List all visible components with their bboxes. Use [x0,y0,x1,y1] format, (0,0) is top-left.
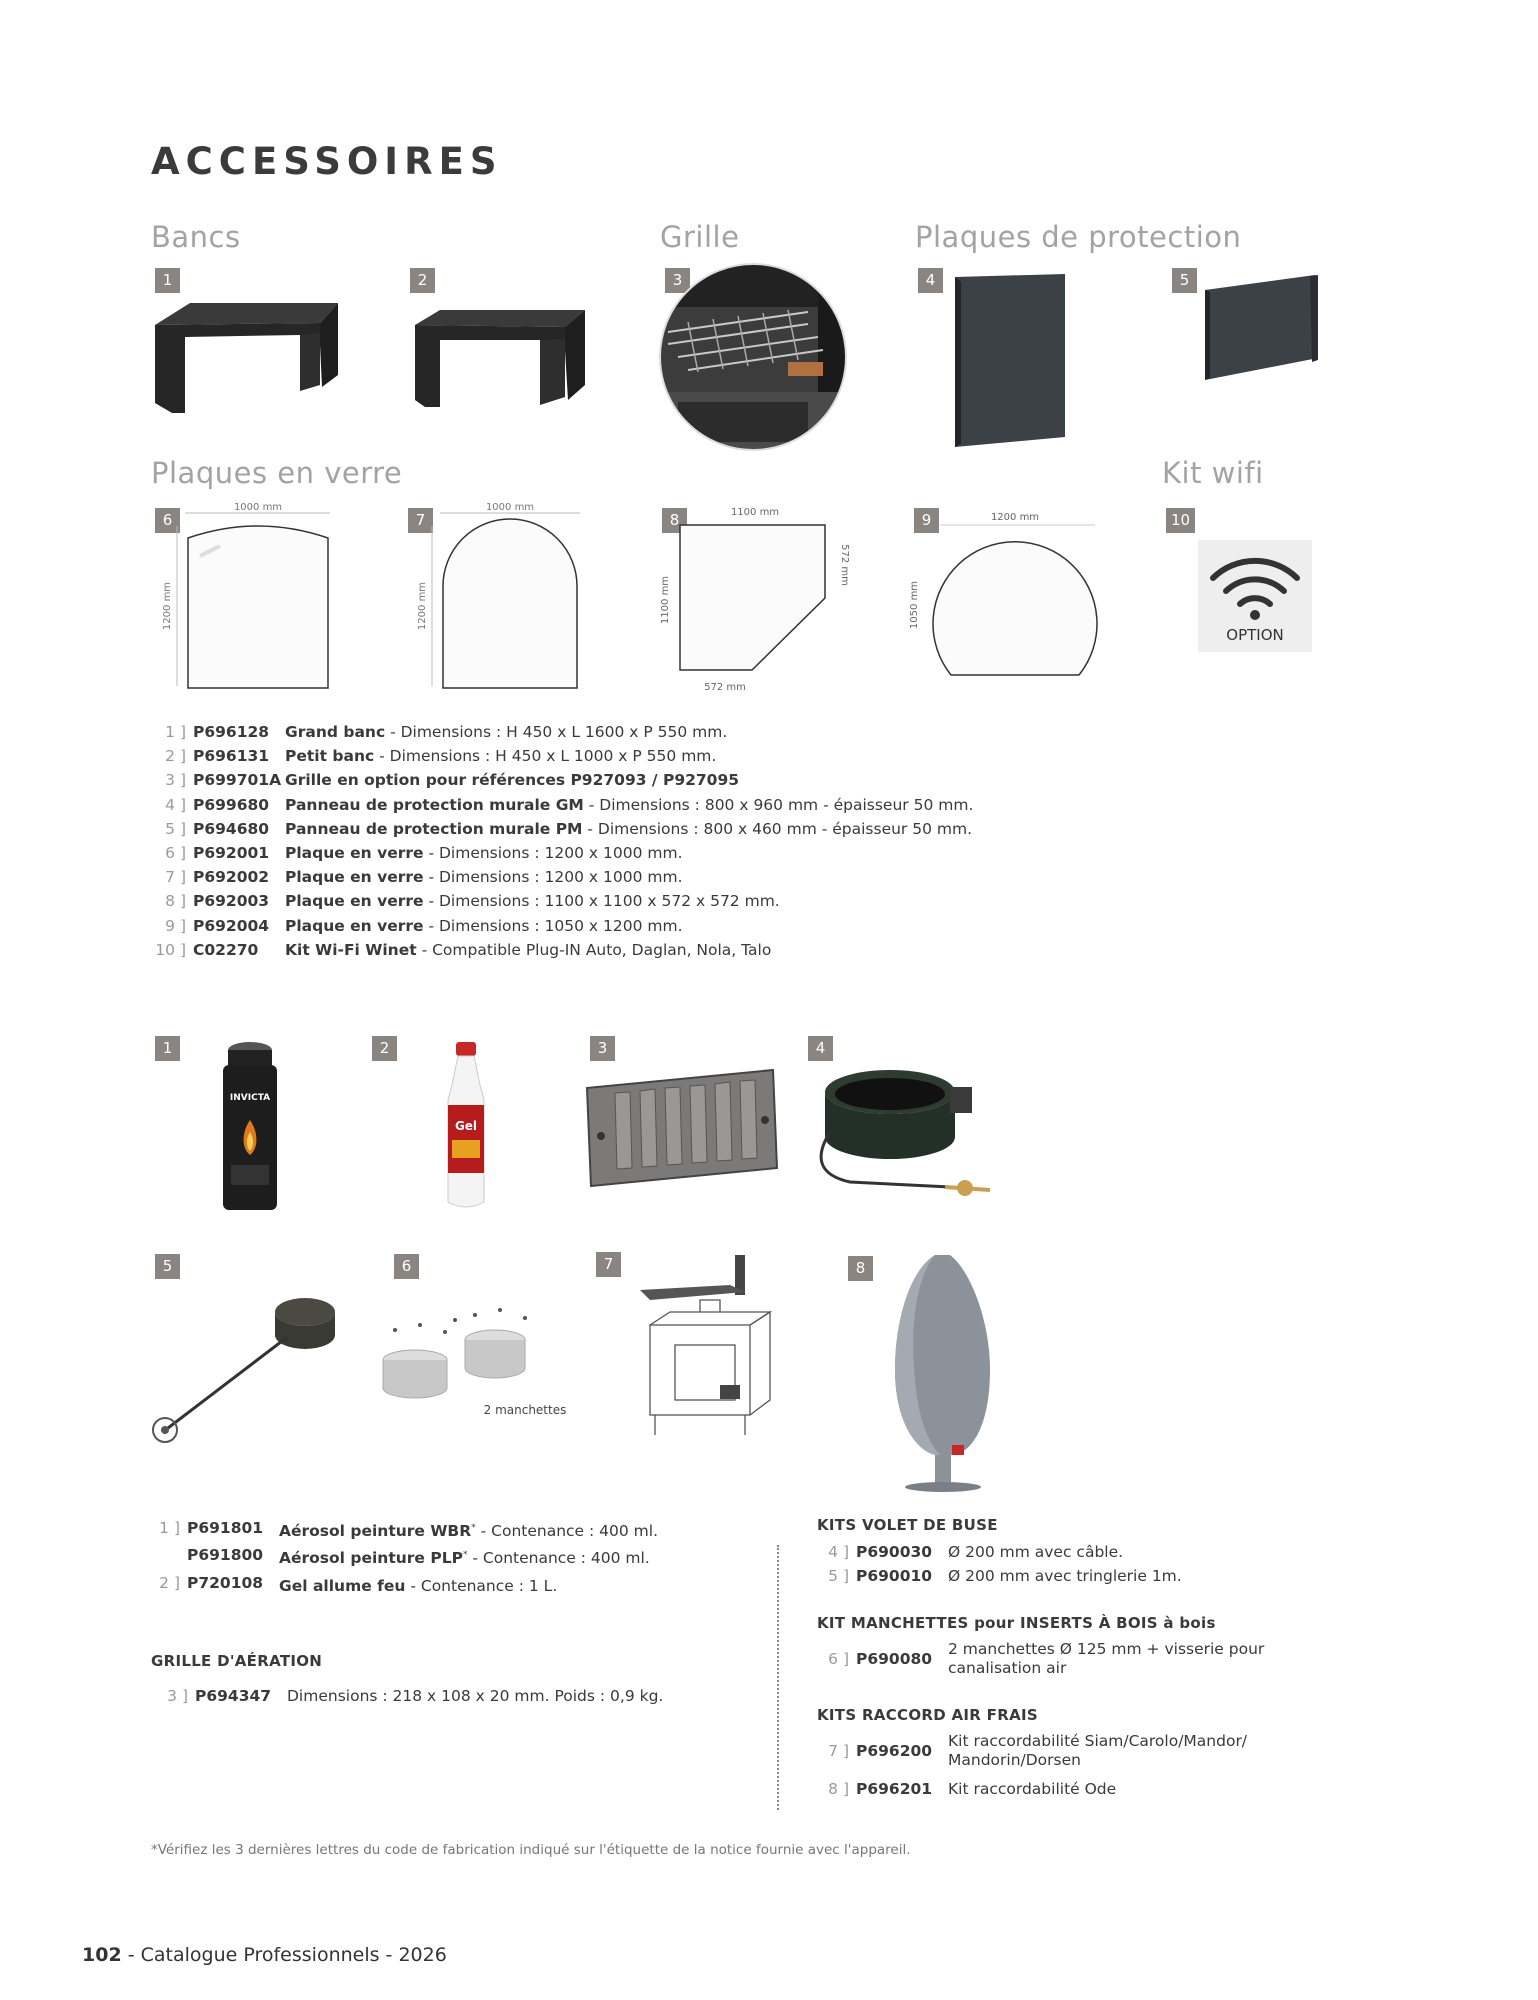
aerosol-gel-list [150,1516,658,1598]
list-item [150,720,973,744]
item-code: P691801 [187,1519,264,1537]
item-description [279,1543,650,1570]
list-item [150,889,973,913]
panneau-gm-image [945,272,1070,452]
badge-b5: 5 [155,1254,180,1279]
badge-b3: 3 [590,1036,615,1061]
list-item [817,1564,1182,1588]
item-detail: - Dimensions : H 450 x L 1000 x P 550 mm. [374,747,717,766]
kits-volet-list [817,1540,1182,1588]
item-detail: - Dimensions : H 450 x L 1600 x P 550 mm. [385,723,728,741]
item-code: C02270 [193,940,259,959]
item-number: 1 ] [159,1519,180,1537]
manchettes-image [375,1300,575,1420]
item-code: P692001 [193,844,270,863]
column-divider [777,1545,779,1810]
item-detail: - Dimensions : 1200 x 1000 mm. [423,844,683,863]
plaque-verre-9-image [905,505,1105,685]
dim-p6-w: 1000 mm [233,502,283,513]
item-detail: - Dimensions : 800 x 460 mm - épaisseur 50 mm. [582,819,973,838]
item-description [285,889,780,913]
item-description [285,841,683,865]
item-name: Grille en option pour références P927093 / P927095 [285,771,740,790]
item-name: Plaque en verre [285,892,424,911]
item-detail: - Contenance : 400 ml. [467,1549,650,1568]
volet-buse-image [810,1062,1000,1212]
list-item [150,938,973,962]
item-code: P694680 [193,819,270,838]
badge-b8: 8 [848,1256,873,1281]
dim-p9-w: 1200 mm [990,512,1040,523]
item-number [150,1543,180,1570]
item-number: 10 ] [155,940,186,959]
plaque-verre-8-image [660,500,850,695]
list-item [150,744,973,768]
item-code: P692002 [193,868,270,887]
item-detail: - Contenance : 400 ml. [475,1522,659,1541]
kits-raccord-row-7: 7 ] P696200 Kit raccordabilité Siam/Carolo/Mandor/ Mandorin/Dorsen [828,1732,1248,1769]
item-name: Grand banc [285,723,386,741]
panneau-pm-image [1200,270,1325,390]
wifi-icon [1198,540,1312,620]
kits-raccord-heading: KITS RACCORD AIR FRAIS [817,1706,1038,1724]
item-name: Kit Wi-Fi Winet [285,940,417,959]
list-item [150,865,973,889]
list-item [150,841,973,865]
item-detail: - Dimensions : 1100 x 1100 x 572 x 572 mm. [423,892,780,911]
item-detail: - Contenance : 1 L. [405,1576,558,1595]
kit-raccord-image [620,1250,780,1490]
badge-b6: 6 [394,1254,419,1279]
item-description [285,768,739,792]
list-item [150,914,973,938]
item-code: P696128 [193,723,270,741]
gel-bottle-image [428,1040,508,1215]
list-item [150,1543,658,1570]
item-description [279,1571,557,1598]
item-footnote-mark: * [462,1550,468,1561]
dim-p8-b: 572 mm [704,682,746,693]
item-description [285,865,683,889]
footer-text: - Catalogue Professionnels - 2026 [121,1944,447,1966]
item-number: 4 ] [165,795,186,814]
item-name: Panneau de protection murale GM [285,795,584,814]
badge-b2: 2 [372,1036,397,1061]
item-name: Plaque en verre [285,868,424,887]
badge-9: 9 [914,508,939,533]
section-kit-wifi: Kit wifi [1162,456,1264,490]
item-name: Plaque en verre [285,844,424,863]
aerosol-image [215,1040,285,1215]
grille-aeration-row: 3 ] P694347 Dimensions : 218 x 108 x 20 mm. Poids : 0,9 kg. [167,1687,664,1705]
kits-raccord-row-8: 8 ] P696201 Kit raccordabilité Ode [828,1780,1117,1798]
dim-p8-w: 1100 mm [730,507,780,518]
badge-b7: 7 [596,1252,621,1277]
dim-p7-w: 1000 mm [485,502,535,513]
badge-4: 4 [918,268,943,293]
manchettes-label: 2 manchettes [483,1403,567,1417]
wifi-option-tile [1198,540,1312,652]
section-grille: Grille [660,220,740,254]
badge-3: 3 [665,268,690,293]
item-number: 6 ] [165,844,186,863]
item-description [285,817,972,841]
dim-p7-h: 1200 mm [417,581,428,631]
top-product-list [150,720,973,962]
item-description [285,914,683,938]
badge-1: 1 [155,268,180,293]
wifi-option-label: OPTION [1226,626,1284,644]
gel-label: Gel [454,1119,478,1133]
page-footer [82,1944,447,1966]
item-code: P690030 [856,1543,933,1561]
item-description [285,720,727,744]
item-description: Ø 200 mm avec câble. [948,1543,1124,1561]
footnote: *Vérifiez les 3 dernières lettres du code de fabrication indiqué sur l'étiquette de la notice fournie avec l'appareil. [151,1842,911,1858]
kit-manchettes-row: 6 ] P690080 2 manchettes Ø 125 mm + visserie pour canalisation air [828,1640,1265,1677]
badge-2: 2 [410,268,435,293]
grille-aeration-image [585,1068,780,1188]
item-number: 7 ] [165,868,186,887]
grille-aeration-heading: GRILLE D'AÉRATION [151,1652,323,1670]
item-code: P692003 [193,892,270,911]
item-code: P692004 [193,916,270,935]
list-item [817,1540,1182,1564]
dim-p6-h: 1200 mm [162,581,173,631]
item-detail: - Compatible Plug-IN Auto, Daglan, Nola, Talo [416,940,772,959]
grille-image [658,262,848,452]
spray-brand: INVICTA [229,1093,271,1103]
grand-banc-image [150,295,340,420]
item-number: 1 ] [165,723,186,741]
item-name: Petit banc [285,747,375,766]
item-code: P699680 [193,795,270,814]
badge-6: 6 [155,508,180,533]
list-item [150,817,973,841]
item-footnote-mark: * [471,1523,476,1533]
page-title: ACCESSOIRES [151,140,503,183]
item-number: 9 ] [165,916,186,935]
list-item [150,1571,658,1598]
plaque-verre-6-image [160,496,340,696]
item-description: Ø 200 mm avec tringlerie 1m. [948,1567,1182,1586]
item-code: P720108 [187,1573,264,1592]
badge-7: 7 [408,508,433,533]
item-number: 8 ] [165,892,186,911]
list-item [150,793,973,817]
kit-manchettes-heading: KIT MANCHETTES pour INSERTS À BOIS à bois [817,1614,1216,1632]
item-description [279,1516,658,1543]
dim-p8-r: 572 mm [839,544,850,586]
kits-volet-heading: KITS VOLET DE BUSE [817,1516,998,1534]
item-number: 2 ] [159,1573,180,1592]
item-number: 2 ] [165,747,186,766]
dim-p9-h: 1050 mm [909,580,920,630]
item-detail: - Dimensions : 1200 x 1000 mm. [423,868,683,887]
badge-b1: 1 [155,1036,180,1061]
badge-8: 8 [662,508,687,533]
item-number: 5 ] [828,1567,849,1586]
item-code: P699701A [193,771,282,790]
petit-banc-image [410,305,590,415]
item-number: 4 ] [828,1543,849,1561]
item-name: Gel allume feu [279,1576,406,1595]
item-code: P696131 [193,747,270,766]
item-name: Aérosol peinture WBR [279,1522,472,1541]
section-plaques-verre: Plaques en verre [151,456,403,490]
badge-5: 5 [1172,268,1197,293]
item-description [285,744,716,768]
item-detail: - Dimensions : 800 x 960 mm - épaisseur 50 mm. [583,795,974,814]
item-code: P690010 [856,1567,933,1586]
poele-ode-image [880,1250,1010,1500]
item-name: Aérosol peinture PLP [279,1549,463,1568]
item-number: 5 ] [165,819,186,838]
section-plaques-protection: Plaques de protection [915,220,1242,254]
item-name: Plaque en verre [285,916,424,935]
badge-10: 10 [1166,508,1195,533]
tringlerie-image [150,1280,345,1455]
plaque-verre-7-image [415,496,595,696]
item-name: Panneau de protection murale PM [285,819,583,838]
list-item [150,1516,658,1543]
item-code: P691800 [187,1546,264,1565]
page-number: 102 [82,1944,122,1966]
item-number: 3 ] [165,771,186,790]
badge-b4: 4 [808,1036,833,1061]
item-description [285,793,973,817]
list-item [150,768,973,792]
item-detail: - Dimensions : 1050 x 1200 mm. [423,916,683,935]
dim-p8-h: 1100 mm [660,575,671,625]
item-description [285,938,771,962]
section-bancs: Bancs [151,220,241,254]
